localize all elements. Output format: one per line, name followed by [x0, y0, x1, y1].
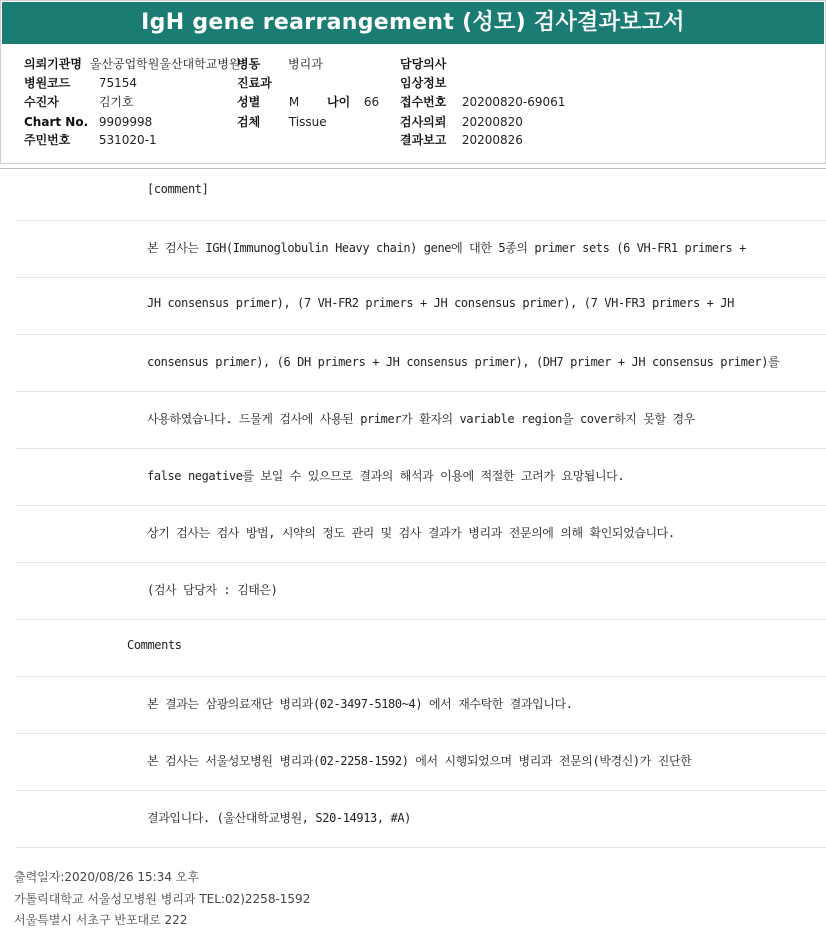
- info-report-date: [400, 131, 523, 149]
- report-title: IgH gene rearrangement (성모) 검사결과보고서: [2, 2, 824, 44]
- report-line: [16, 278, 826, 335]
- report-line-text: 상기 검사는 검사 방법, 시약의 정도 관리 및 검사 결과가 병리과 전문의에 의해 확인되었습니다.: [147, 526, 675, 540]
- report-line: [16, 677, 826, 734]
- info-patient: [24, 93, 134, 111]
- report-line: [16, 791, 826, 848]
- hospital-code-label: 병원코드: [24, 76, 71, 90]
- doctor-label: 담당의사: [400, 57, 447, 71]
- comments-heading-row: [16, 620, 826, 677]
- accession-label: 접수번호: [400, 95, 447, 109]
- info-dept: [237, 74, 276, 92]
- info-id: [24, 131, 157, 149]
- request-label: 검사의뢰: [400, 115, 447, 129]
- comments-heading: Comments: [127, 638, 182, 652]
- ward-label: 병동: [237, 57, 261, 71]
- info-request: [400, 113, 523, 131]
- report-line-text: (검사 담당자 : 김태은): [147, 583, 278, 597]
- patient-label: 수진자: [24, 95, 59, 109]
- report-line: [16, 335, 826, 392]
- info-sex: [237, 93, 299, 111]
- report-line-text: JH consensus primer), (7 VH-FR2 primers + JH consensus primer), (7 VH-FR3 primers + JH: [147, 296, 734, 310]
- chart-value: 9909998: [98, 115, 153, 129]
- report-line-text: 결과입니다. (울산대학교병원, S20-14913, #A): [147, 811, 411, 825]
- sex-value: M: [288, 95, 300, 109]
- report-line-text: false negative를 보일 수 있으므로 결과의 해석과 이용에 적절한 고려가 요망됩니다.: [147, 469, 625, 483]
- report-line: [16, 563, 826, 620]
- info-age: [327, 93, 379, 111]
- report-line-text: consensus primer), (6 DH primers + JH consensus primer), (DH7 primer + JH consensus primer)를: [147, 355, 780, 369]
- specimen-value: Tissue: [288, 115, 327, 129]
- report-line-text: 본 검사는 IGH(Immunoglobulin Heavy chain) gene에 대한 5종의 primer sets (6 VH-FR1 primers +: [147, 241, 746, 255]
- info-accession: [400, 93, 565, 111]
- info-clinical: [400, 74, 450, 92]
- report-line: [16, 449, 826, 506]
- report-line-text: [comment]: [147, 182, 209, 196]
- report-line: [16, 392, 826, 449]
- info-specimen: [237, 113, 327, 131]
- chart-label: Chart No.: [24, 115, 89, 129]
- institution-label: 의뢰기관명: [24, 57, 82, 71]
- id-label: 주민번호: [24, 133, 71, 147]
- institution-value: 울산공업학원울산대학교병원: [89, 57, 241, 71]
- age-label: 나이: [327, 95, 351, 109]
- sex-label: 성별: [237, 95, 261, 109]
- specimen-label: 검체: [237, 115, 261, 129]
- clinical-info-label: 임상정보: [400, 76, 447, 90]
- hospital-code-value: 75154: [98, 76, 138, 90]
- age-value: 66: [363, 95, 380, 109]
- report-line: [16, 506, 826, 563]
- dept-label: 진료과: [237, 76, 272, 90]
- report-line-text: 본 검사는 서울성모병원 병리과(02-2258-1592) 에서 시행되었으며 병리과 전문의(박경신)가 진단한: [147, 754, 692, 768]
- info-ward: [237, 55, 323, 73]
- report-line: [16, 734, 826, 791]
- info-institution: [24, 55, 241, 73]
- id-value: 531020-1: [98, 133, 157, 147]
- report-date-value: 20200826: [461, 133, 523, 147]
- footer-address: 서울특별시 서초구 반포대로 222: [14, 913, 188, 927]
- info-hospital-code: [24, 74, 137, 92]
- request-value: 20200820: [461, 115, 523, 129]
- print-date: 출력일자:2020/08/26 15:34 오후: [14, 870, 199, 884]
- report-line-text: 사용하였습니다. 드물게 검사에 사용된 primer가 환자의 variable region을 cover하지 못할 경우: [147, 412, 695, 426]
- footer-hospital: 가톨릭대학교 서울성모병원 병리과 TEL:02)2258-1592: [14, 892, 311, 906]
- report-line: [16, 164, 826, 221]
- patient-value: 김기호: [98, 95, 134, 109]
- info-doctor: [400, 55, 450, 73]
- report-line: [16, 221, 826, 278]
- info-chart: [24, 113, 152, 131]
- report-date-label: 결과보고: [400, 133, 447, 147]
- ward-value: 병리과: [288, 57, 323, 71]
- accession-value: 20200820-69061: [461, 95, 566, 109]
- report-line-text: 본 결과는 삼광의료재단 병리과(02-3497-5180~4) 에서 재수탁한 결과입니다.: [147, 697, 573, 711]
